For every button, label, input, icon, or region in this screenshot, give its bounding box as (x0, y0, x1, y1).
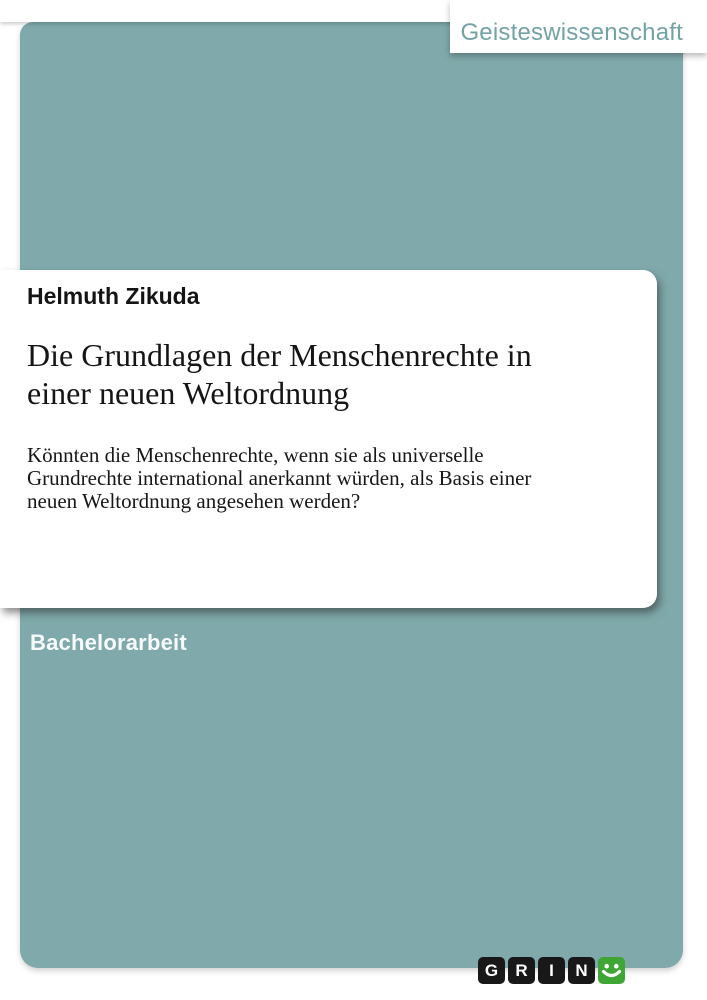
logo-letter-g: G (478, 957, 505, 984)
logo-letter-r: R (508, 957, 535, 984)
category-banner (450, 0, 707, 53)
author-name: Helmuth Zikuda (27, 283, 200, 309)
book-subtitle: Könnten die Menschenrechte, wenn sie als universelle Grundrechte international anerkannt würden, als Basis einer neuen Weltordnung angesehen werden? (27, 443, 532, 513)
logo-letter-n: N (568, 957, 595, 984)
book-title: Die Grundlagen der Menschenrechte in einer neuen Weltordnung (27, 337, 532, 411)
grin-smiley-icon (598, 957, 625, 984)
category-label: Geisteswissenschaft (460, 19, 683, 46)
title-card (0, 270, 657, 608)
document-type-label: Bachelorarbeit (30, 630, 187, 655)
logo-letter-i: I (538, 957, 565, 984)
grin-logo (478, 957, 625, 984)
